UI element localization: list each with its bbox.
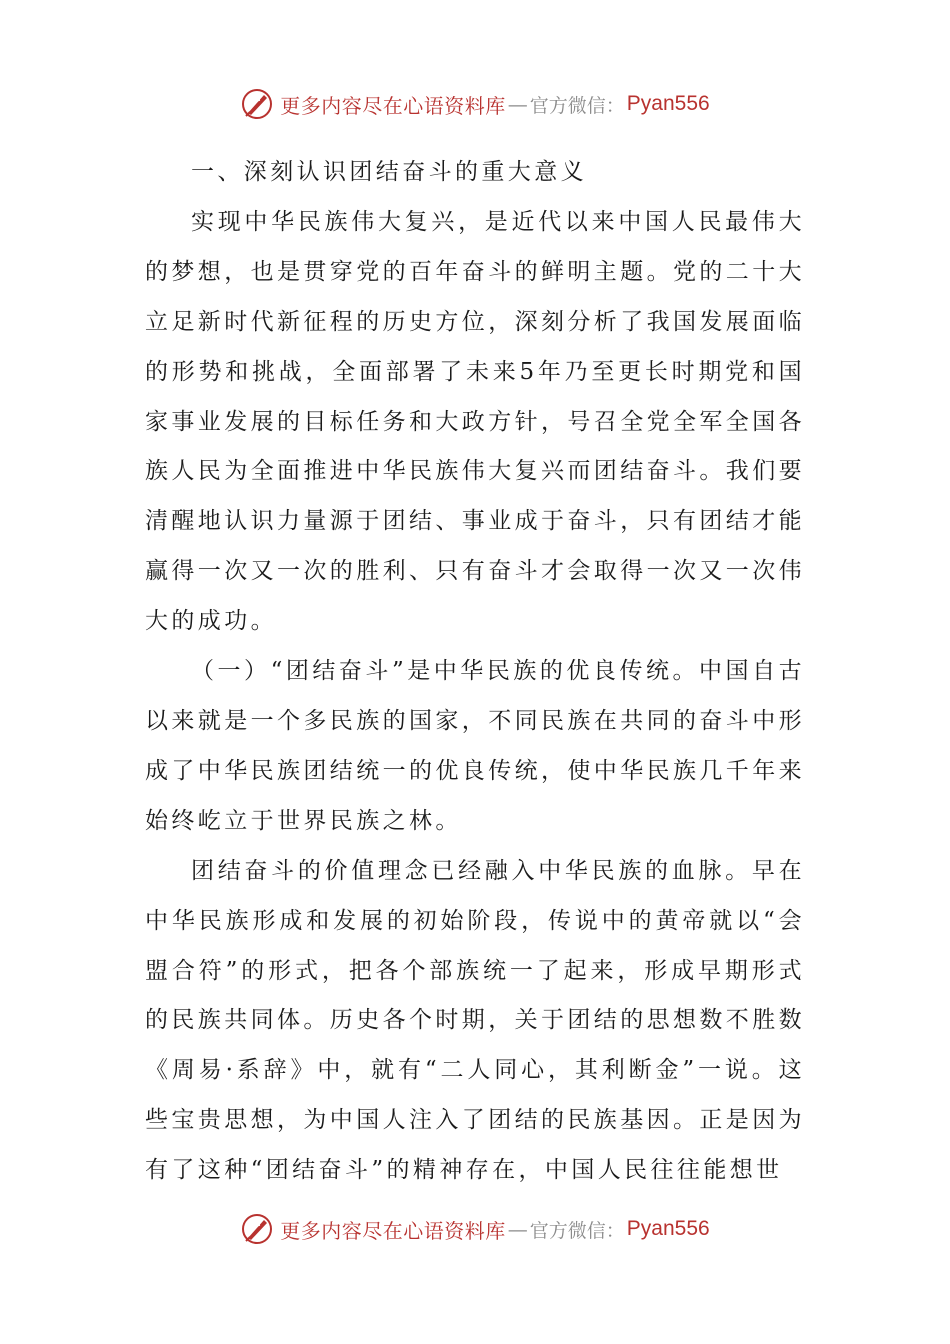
watermark-wechat-label: 官方微信： (529, 94, 625, 117)
watermark-site-text: 更多内容尽在心语资料库 (280, 1218, 506, 1243)
paragraph: 实现中华民族伟大复兴，是近代以来中国人民最伟大的梦想，也是贯穿党的百年奋斗的鲜明主题。党的二十大立足新时代新征程的历史方位，深刻分析了我国发展面临的形势和挑战，全面部署了未来5年乃至更长时期党和国家事业发展的目标任务和大政方针，号召全党全军全国各族人民为全面推进中华民族伟大复兴而团结奋斗。我们要清醒地认识力量源于团结、事业成于奋斗，只有团结才能赢得一次又一次的胜利、只有奋斗才会取得一次又一次伟大的成功。 (145, 208, 805, 635)
quill-logo-icon (240, 87, 274, 121)
watermark-dash: — (507, 92, 528, 116)
document-body (145, 148, 805, 1196)
quill-logo-icon (240, 1212, 274, 1246)
watermark-wechat-id: Pyan556 (626, 1217, 710, 1240)
footer-watermark (0, 1209, 950, 1249)
paragraph: 团结奋斗的价值理念已经融入中华民族的血脉。早在中华民族形成和发展的初始阶段，传说中的黄帝就以“会盟合符”的形式，把各个部族统一了起来，形成早期形式的民族共同体。历史各个时期，关于团结的思想数不胜数《周易·系辞》中，就有“二人同心，其利断金”一说。这些宝贵思想，为中国人注入了团结的民族基因。正是因为有了这种“团结奋斗”的精神存在，中国人民往往能想世 (145, 857, 805, 1184)
watermark-wechat-label: 官方微信： (529, 1219, 625, 1242)
watermark-dash: — (507, 1217, 528, 1241)
watermark-wechat-id: Pyan556 (626, 92, 710, 115)
section-heading: 一、深刻认识团结奋斗的重大意义 (191, 159, 587, 185)
watermark-site-text: 更多内容尽在心语资料库 (280, 93, 506, 118)
header-watermark (0, 84, 950, 124)
paragraph: （一）“团结奋斗”是中华民族的优良传统。中国自古以来就是一个多民族的国家，不同民族在共同的奋斗中形成了中华民族团结统一的优良传统，使中华民族几千年来始终屹立于世界民族之林。 (145, 658, 805, 834)
